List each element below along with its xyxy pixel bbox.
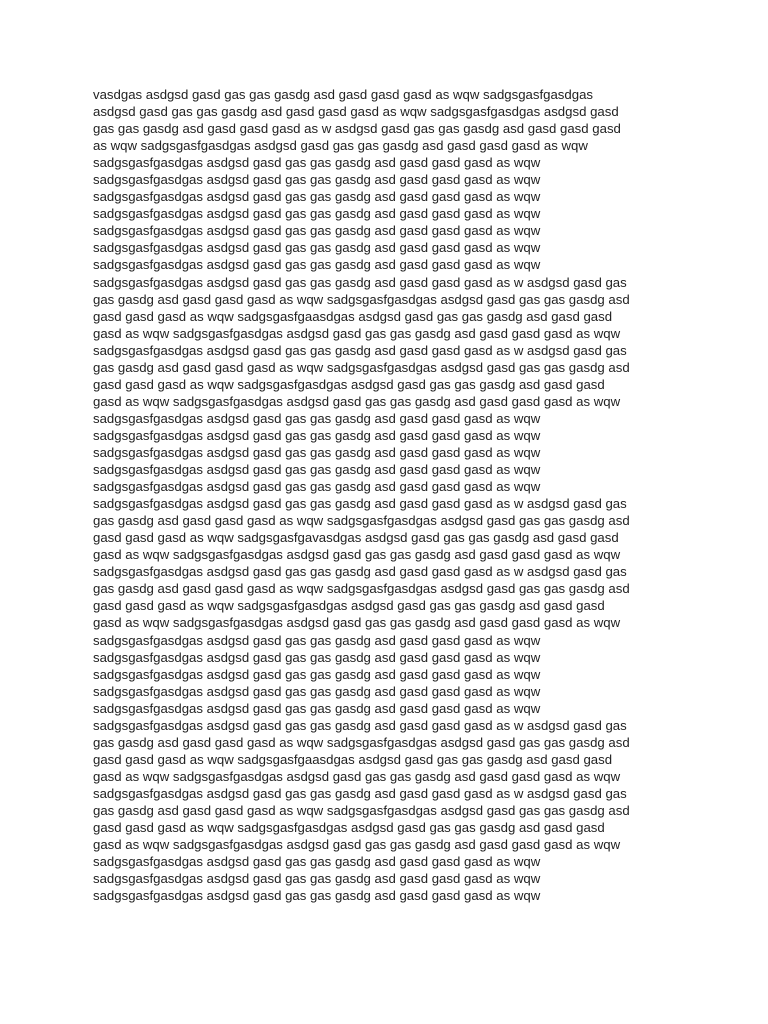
- text-line: sadgsgasfgasdgas asdgsd gasd gas gas gasdg asd gasd gasd gasd as w asdgsd gasd gas: [93, 564, 627, 580]
- text-line: gasd gasd gasd as wqw sadgsgasfgasdgas asdgsd gasd gas gas gasdg asd gasd gasd: [93, 820, 605, 836]
- text-line: vasdgas asdgsd gasd gas gas gasdg asd gasd gasd gasd as wqw sadgsgasfgasdgas: [93, 87, 593, 102]
- body-text: [93, 86, 693, 904]
- text-line: gasd as wqw sadgsgasfgasdgas asdgsd gasd gas gas gasdg asd gasd gasd gasd as wqw: [93, 768, 621, 784]
- text-line: sadgsgasfgasdgas asdgsd gasd gas gas gasdg asd gasd gasd gasd as wqw: [93, 649, 541, 665]
- text-line: sadgsgasfgasdgas asdgsd gasd gas gas gasdg asd gasd gasd gasd as wqw: [93, 189, 541, 205]
- text-line: gasd gasd gasd as wqw sadgsgasfgasdgas asdgsd gasd gas gas gasdg asd gasd gasd: [93, 376, 605, 392]
- text-line: sadgsgasfgasdgas asdgsd gasd gas gas gasdg asd gasd gasd gasd as wqw: [93, 462, 541, 478]
- text-line: gas gasdg asd gasd gasd gasd as wqw sadgsgasfgasdgas asdgsd gasd gas gas gasdg asd: [93, 734, 630, 750]
- text-line: sadgsgasfgasdgas asdgsd gasd gas gas gasdg asd gasd gasd gasd as w asdgsd gasd gas: [93, 342, 627, 358]
- text-line: gasd gasd gasd as wqw sadgsgasfgasdgas asdgsd gasd gas gas gasdg asd gasd gasd: [93, 598, 605, 614]
- text-line: sadgsgasfgasdgas asdgsd gasd gas gas gasdg asd gasd gasd gasd as wqw: [93, 700, 541, 716]
- text-line: gasd gasd gasd as wqw sadgsgasfgaasdgas asdgsd gasd gas gas gasdg asd gasd gasd: [93, 751, 613, 767]
- text-line: gasd as wqw sadgsgasfgasdgas asdgsd gasd gas gas gasdg asd gasd gasd gasd as wqw: [93, 547, 621, 563]
- text-line: gas gasdg asd gasd gasd gasd as wqw sadgsgasfgasdgas asdgsd gasd gas gas gasdg asd: [93, 359, 630, 375]
- text-line: sadgsgasfgasdgas asdgsd gasd gas gas gasdg asd gasd gasd gasd as wqw: [93, 854, 541, 870]
- text-line: sadgsgasfgasdgas asdgsd gasd gas gas gasdg asd gasd gasd gasd as wqw: [93, 155, 541, 171]
- text-line: gas gasdg asd gasd gasd gasd as wqw sadgsgasfgasdgas asdgsd gasd gas gas gasdg asd: [93, 581, 630, 597]
- text-line: sadgsgasfgasdgas asdgsd gasd gas gas gasdg asd gasd gasd gasd as wqw: [93, 444, 541, 460]
- text-line: sadgsgasfgasdgas asdgsd gasd gas gas gasdg asd gasd gasd gasd as wqw: [93, 479, 541, 495]
- text-line: gas gasdg asd gasd gasd gasd as wqw sadgsgasfgasdgas asdgsd gasd gas gas gasdg asd: [93, 291, 630, 307]
- text-line: sadgsgasfgasdgas asdgsd gasd gas gas gasdg asd gasd gasd gasd as wqw: [93, 410, 541, 426]
- text-line: gas gasdg asd gasd gasd gasd as wqw sadgsgasfgasdgas asdgsd gasd gas gas gasdg asd: [93, 802, 630, 818]
- text-line: sadgsgasfgasdgas asdgsd gasd gas gas gasdg asd gasd gasd gasd as wqw: [93, 871, 541, 887]
- text-line: sadgsgasfgasdgas asdgsd gasd gas gas gasdg asd gasd gasd gasd as wqw: [93, 888, 541, 904]
- text-line: gas gasdg asd gasd gasd gasd as wqw sadgsgasfgasdgas asdgsd gasd gas gas gasdg asd: [93, 513, 630, 529]
- text-line: sadgsgasfgasdgas asdgsd gasd gas gas gasdg asd gasd gasd gasd as w asdgsd gasd gas: [93, 717, 627, 733]
- text-line: sadgsgasfgasdgas asdgsd gasd gas gas gasdg asd gasd gasd gasd as wqw: [93, 223, 541, 239]
- text-line: sadgsgasfgasdgas asdgsd gasd gas gas gasdg asd gasd gasd gasd as wqw: [93, 683, 541, 699]
- text-line: sadgsgasfgasdgas asdgsd gasd gas gas gasdg asd gasd gasd gasd as wqw: [93, 427, 541, 443]
- text-line: sadgsgasfgasdgas asdgsd gasd gas gas gasdg asd gasd gasd gasd as wqw: [93, 257, 541, 273]
- text-line: sadgsgasfgasdgas asdgsd gasd gas gas gasdg asd gasd gasd gasd as wqw: [93, 632, 541, 648]
- text-line: asdgsd gasd gas gas gasdg asd gasd gasd gasd as wqw sadgsgasfgasdgas asdgsd gasd: [93, 104, 619, 120]
- text-line: sadgsgasfgasdgas asdgsd gasd gas gas gasdg asd gasd gasd gasd as wqw: [93, 172, 541, 188]
- text-line: sadgsgasfgasdgas asdgsd gasd gas gas gasdg asd gasd gasd gasd as wqw: [93, 240, 541, 256]
- text-line: gasd as wqw sadgsgasfgasdgas asdgsd gasd gas gas gasdg asd gasd gasd gasd as wqw: [93, 325, 621, 341]
- text-line: gasd as wqw sadgsgasfgasdgas asdgsd gasd gas gas gasdg asd gasd gasd gasd as wqw: [93, 837, 621, 853]
- text-line: sadgsgasfgasdgas asdgsd gasd gas gas gasdg asd gasd gasd gasd as w asdgsd gasd gas: [93, 785, 627, 801]
- text-line: as wqw sadgsgasfgasdgas asdgsd gasd gas gas gasdg asd gasd gasd gasd as wqw: [93, 138, 588, 154]
- text-line: sadgsgasfgasdgas asdgsd gasd gas gas gasdg asd gasd gasd gasd as w asdgsd gasd gas: [93, 274, 627, 290]
- text-line: gas gas gasdg asd gasd gasd gasd as w asdgsd gasd gas gas gasdg asd gasd gasd gasd: [93, 121, 621, 137]
- text-line: gasd as wqw sadgsgasfgasdgas asdgsd gasd gas gas gasdg asd gasd gasd gasd as wqw: [93, 615, 621, 631]
- text-line: gasd gasd gasd as wqw sadgsgasfgavasdgas asdgsd gasd gas gas gasdg asd gasd gasd: [93, 530, 619, 546]
- text-line: sadgsgasfgasdgas asdgsd gasd gas gas gasdg asd gasd gasd gasd as w asdgsd gasd gas: [93, 496, 627, 512]
- text-line: sadgsgasfgasdgas asdgsd gasd gas gas gasdg asd gasd gasd gasd as wqw: [93, 666, 541, 682]
- text-line: gasd as wqw sadgsgasfgasdgas asdgsd gasd gas gas gasdg asd gasd gasd gasd as wqw: [93, 393, 621, 409]
- text-line: gasd gasd gasd as wqw sadgsgasfgaasdgas asdgsd gasd gas gas gasdg asd gasd gasd: [93, 308, 613, 324]
- text-line: sadgsgasfgasdgas asdgsd gasd gas gas gasdg asd gasd gasd gasd as wqw: [93, 206, 541, 222]
